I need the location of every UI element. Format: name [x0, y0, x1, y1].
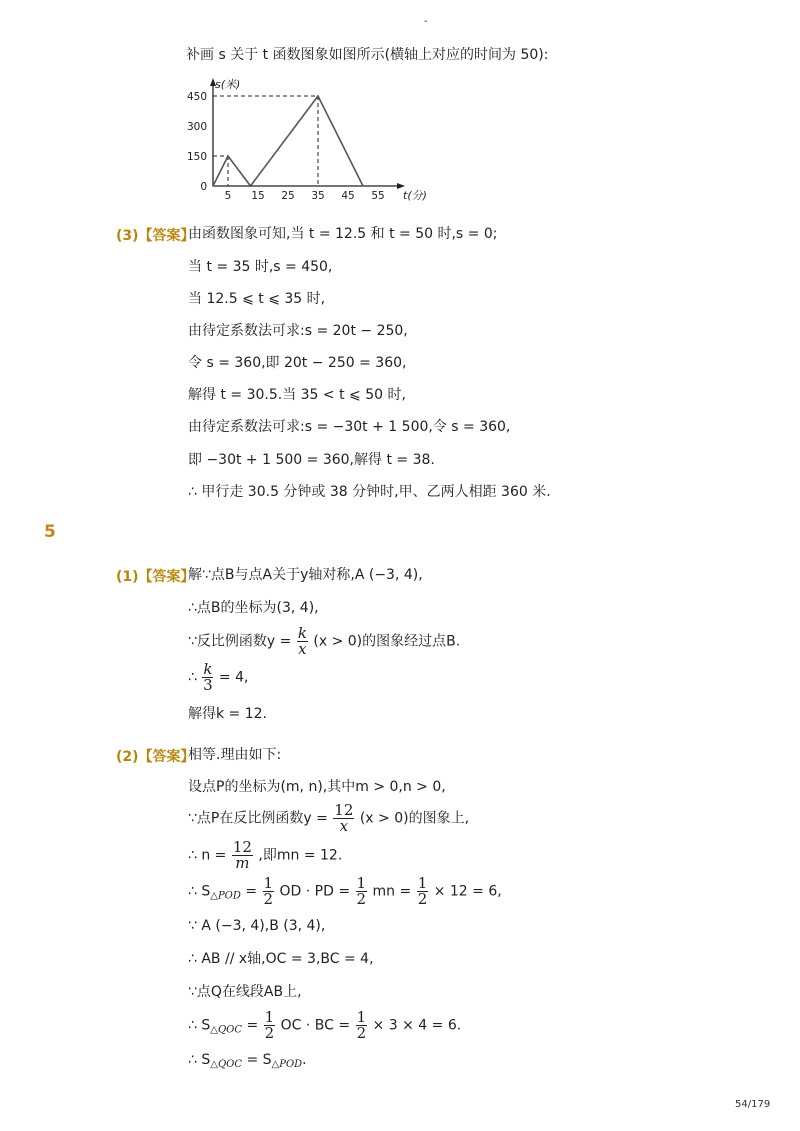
p2-line-5-e: × 12 = 6,: [433, 883, 502, 900]
subscript-pod: △POD: [210, 890, 241, 902]
subscript-pod: △POD: [271, 1059, 303, 1070]
fraction-k-over-x: [297, 626, 308, 657]
y-axis-label: s(米): [215, 78, 241, 91]
p2-line-9-b: =: [246, 1017, 259, 1034]
y-tick-label: 150: [186, 151, 207, 163]
p1-line-4: [188, 662, 248, 693]
part2-answer-tag: (2)【答案】: [116, 749, 195, 765]
header-mark: -: [424, 16, 428, 27]
s-t-graph: [180, 76, 427, 206]
frac-num: k: [203, 660, 213, 678]
part1-answer-tag: (1)【答案】: [116, 569, 195, 585]
p1-line-3-b: (x > 0)的图象经过点B.: [313, 633, 461, 650]
p1-line-5: 解得k = 12.: [188, 706, 268, 722]
p2-line-5-d: mn =: [372, 883, 412, 900]
p2-line-3-b: (x > 0)的图象上,: [359, 810, 470, 827]
x-tick-label: 5: [224, 190, 232, 202]
p2-line-5-c: OD · PD =: [279, 883, 351, 900]
frac-num: 1: [263, 874, 274, 892]
subscript-qoc: △QOC: [210, 1024, 242, 1036]
p2-line-3-a: ∵点P在反比例函数y =: [188, 810, 328, 827]
frac-den: m: [235, 854, 250, 872]
part3-answer-tag: (3)【答案】: [116, 228, 195, 244]
p1-line-2: ∴点B的坐标为(3, 4),: [188, 600, 319, 616]
frac-den: 2: [417, 890, 428, 908]
p2-line-5-a: ∴ S: [188, 883, 211, 900]
data-point: [227, 155, 229, 157]
frac-den: x: [339, 817, 349, 835]
series-line: [213, 96, 363, 186]
p2-line-6: ∵ A (−3, 4),B (3, 4),: [188, 918, 326, 934]
fraction-half: [264, 1010, 276, 1041]
frac-num: 1: [264, 1008, 275, 1026]
part3-line-7: 由待定系数法可求:s = −30t + 1 500,令 s = 360,: [188, 419, 511, 435]
frac-den: 3: [203, 676, 213, 694]
p1-line-3: [188, 626, 460, 657]
intro-text: 补画 s 关于 t 函数图象如图所示(横轴上对应的时间为 50):: [186, 47, 549, 63]
x-tick-label: 15: [251, 190, 265, 202]
x-tick-label: 25: [281, 190, 295, 202]
p2-line-4: [188, 840, 342, 871]
frac-den: x: [298, 640, 307, 658]
frac-num: 12: [232, 838, 252, 856]
y-tick-label: 0: [200, 181, 207, 193]
p2-line-3: [188, 803, 469, 834]
p2-line-5-b: =: [245, 883, 258, 900]
part3-line-2: 当 t = 35 时,s = 450,: [188, 259, 333, 275]
part3-line-1: 由函数图象可知,当 t = 12.5 和 t = 50 时,s = 0;: [188, 226, 498, 242]
fraction-half: [417, 876, 429, 907]
p2-line-10-c: .: [302, 1052, 307, 1068]
fraction-half: [356, 1010, 368, 1041]
data-point: [362, 185, 364, 187]
fraction-12-over-x: [333, 803, 354, 834]
p2-line-10: [188, 1051, 307, 1074]
p2-line-7: ∴ AB // x轴,OC = 3,BC = 4,: [188, 951, 374, 967]
p2-line-2: 设点P的坐标为(m, n),其中m > 0,n > 0,: [188, 779, 446, 795]
p2-line-9-d: × 3 × 4 = 6.: [372, 1017, 462, 1034]
page-number: 54/179: [735, 1099, 771, 1110]
p2-line-5: [188, 876, 502, 907]
subscript-qoc: △QOC: [210, 1059, 242, 1070]
p2-line-4-b: ,即mn = 12.: [258, 847, 343, 864]
data-point: [250, 185, 252, 187]
p2-line-8: ∵点Q在线段AB上,: [188, 984, 302, 1000]
fraction-k-over-3: [202, 662, 213, 693]
part3-line-9: ∴ 甲行走 30.5 分钟或 38 分钟时,甲、乙两人相距 360 米.: [188, 484, 551, 500]
x-tick-label: 35: [311, 190, 325, 202]
data-point: [212, 185, 214, 187]
data-point: [317, 95, 319, 97]
p1-line-4-a: ∴: [188, 669, 197, 686]
p2-line-1: 相等.理由如下:: [188, 747, 282, 763]
fraction-half: [356, 876, 368, 907]
frac-num: 1: [417, 874, 428, 892]
x-axis-label: t(分): [403, 189, 427, 202]
question-number: 5: [44, 522, 56, 542]
p2-line-10-a: ∴ S: [188, 1052, 211, 1068]
p2-line-9-c: OC · BC =: [280, 1017, 351, 1034]
frac-den: 2: [356, 890, 367, 908]
p1-line-4-b: = 4,: [218, 669, 249, 686]
fraction-12-over-m: [232, 840, 253, 871]
p2-line-10-b: = S: [246, 1052, 272, 1068]
part3-line-3: 当 12.5 ⩽ t ⩽ 35 时,: [188, 291, 326, 307]
frac-num: 1: [356, 1008, 367, 1026]
frac-den: 2: [264, 1024, 275, 1042]
frac-num: 12: [334, 801, 354, 819]
part3-line-6: 解得 t = 30.5.当 35 < t ⩽ 50 时,: [188, 387, 406, 403]
x-tick-label: 55: [371, 190, 385, 202]
part3-line-4: 由待定系数法可求:s = 20t − 250,: [188, 323, 408, 339]
p2-line-9: [188, 1010, 461, 1041]
p2-line-9-a: ∴ S: [188, 1017, 211, 1034]
frac-den: 2: [263, 890, 274, 908]
p1-line-3-a: ∵反比例函数y =: [188, 633, 292, 650]
frac-num: 1: [356, 874, 367, 892]
part3-line-8: 即 −30t + 1 500 = 360,解得 t = 38.: [188, 452, 435, 468]
y-tick-label: 450: [186, 91, 207, 103]
x-tick-label: 45: [341, 190, 355, 202]
y-tick-label: 300: [186, 121, 207, 133]
frac-den: 2: [356, 1024, 367, 1042]
frac-num: k: [297, 624, 307, 642]
p2-line-4-a: ∴ n =: [188, 847, 227, 864]
p1-line-1: 解∵点B与点A关于y轴对称,A (−3, 4),: [188, 567, 423, 583]
fraction-half: [263, 876, 275, 907]
part3-line-5: 令 s = 360,即 20t − 250 = 360,: [188, 355, 407, 371]
